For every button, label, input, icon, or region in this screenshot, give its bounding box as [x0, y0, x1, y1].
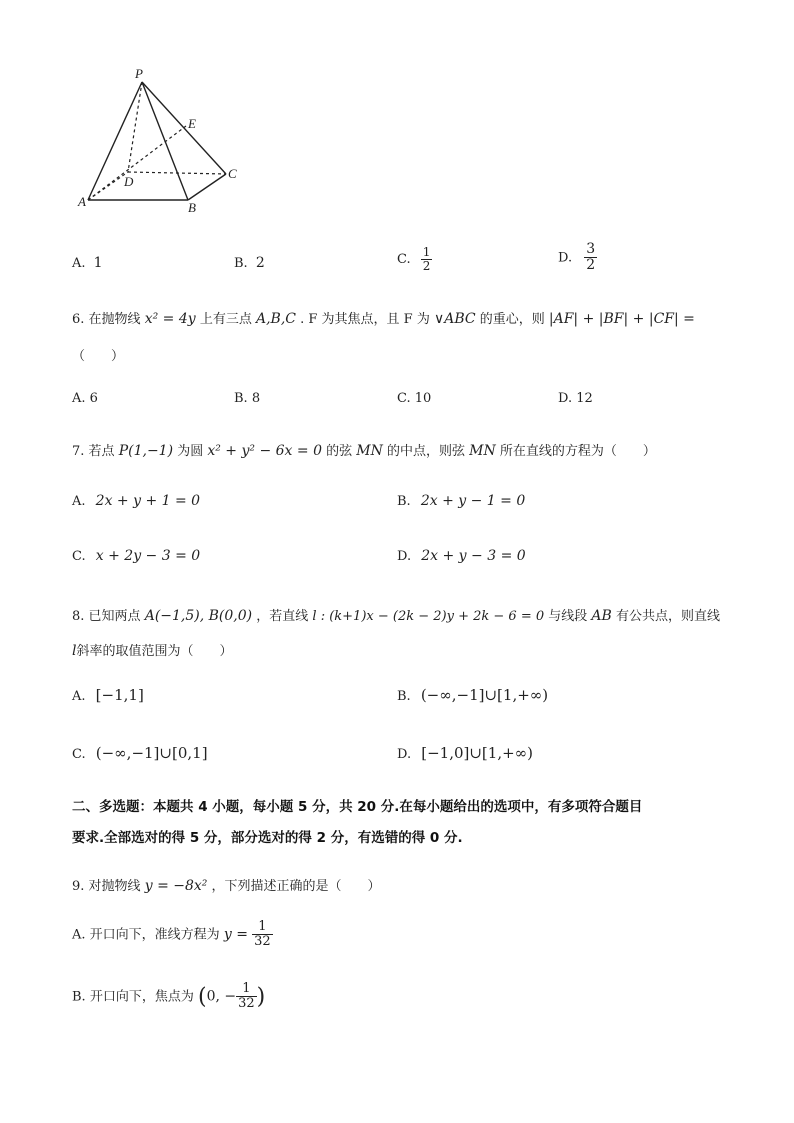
segment-ae	[88, 126, 186, 200]
text: 的弦	[326, 444, 353, 459]
text: 所在直线的方程为（ ）	[499, 444, 656, 459]
option-letter: D.	[397, 747, 412, 762]
math: y = −8x²	[144, 878, 208, 894]
math: MN	[356, 443, 383, 459]
label-e: E	[188, 116, 196, 131]
edge-pa	[88, 82, 142, 200]
question-number: 9.	[72, 879, 85, 894]
text: ，若直线	[256, 609, 309, 624]
label-a: A	[78, 194, 86, 209]
q5-option-d[interactable]	[558, 242, 597, 274]
q6-option-b[interactable]	[234, 391, 260, 406]
option-value: [−1,1]	[95, 686, 144, 704]
section-heading-line1: 二、多选题：本题共 4 小题，每小题 5 分，共 20 分.在每小题给出的选项中，有多项符合题目	[72, 799, 643, 815]
math: x² + y² − 6x = 0	[207, 443, 322, 459]
option-value: 1	[93, 255, 103, 271]
math: AB	[591, 608, 612, 624]
edge-pd	[128, 82, 142, 172]
option-fraction	[584, 242, 597, 274]
option-letter: C.	[397, 391, 411, 406]
q6-answer-paren: （ ）	[72, 349, 125, 364]
option-value: (−∞,−1]∪[1,+∞)	[420, 686, 549, 704]
math: A,B,C	[255, 311, 296, 327]
option-value: 8	[251, 391, 261, 406]
option-value: x + 2y − 3 = 0	[95, 548, 201, 564]
paren-open: (	[197, 984, 207, 1010]
numerator: 1	[252, 920, 273, 935]
question-number: 7.	[72, 444, 85, 459]
section-heading-line2: 要求.全部选对的得 5 分，部分选对的得 2 分，有选错的得 0 分.	[72, 830, 463, 846]
text: . F 为其焦点，且 F 为	[300, 312, 430, 327]
paren-close: )	[256, 984, 266, 1010]
q5-option-a[interactable]	[72, 255, 103, 271]
q6-option-a[interactable]	[72, 391, 98, 406]
text: 已知两点	[88, 609, 141, 624]
edge-pc	[142, 82, 226, 174]
option-letter: D.	[558, 250, 573, 266]
question-number: 6.	[72, 312, 85, 327]
numerator: 1	[422, 245, 431, 259]
numerator: 3	[586, 241, 596, 257]
math: P(1,−1)	[118, 443, 174, 459]
option-fraction	[236, 982, 257, 1012]
question-number: 8.	[72, 609, 85, 624]
option-letter: B.	[397, 689, 411, 704]
option-letter: C.	[72, 549, 86, 564]
q9-option-b[interactable]	[72, 982, 265, 1012]
q9-stem	[72, 875, 381, 894]
option-value: 2x + y − 3 = 0	[421, 548, 526, 564]
label-c: C	[228, 166, 237, 181]
text: 在抛物线	[88, 312, 141, 327]
math: MN	[469, 443, 496, 459]
option-letter: B.	[72, 989, 86, 1005]
option-text: 开口向下，准线方程为	[89, 927, 220, 943]
q5-option-b[interactable]	[234, 255, 265, 271]
option-value: 6	[89, 391, 98, 406]
q8-option-b[interactable]	[397, 686, 548, 704]
math: 0, −	[206, 988, 237, 1005]
pyramid-figure	[60, 60, 260, 220]
denominator: 2	[586, 257, 596, 274]
option-letter: B.	[397, 494, 411, 509]
label-b: B	[188, 200, 196, 215]
option-value: 12	[576, 391, 593, 406]
option-value: 2x + y − 1 = 0	[420, 493, 526, 509]
q7-stem	[72, 440, 656, 459]
text: 上有三点	[199, 312, 252, 327]
option-value: 2x + y + 1 = 0	[95, 493, 201, 509]
option-fraction	[252, 920, 273, 950]
label-p: P	[135, 66, 143, 81]
text: 斜率的取值范围为（ ）	[76, 644, 233, 659]
option-value: 10	[414, 391, 432, 406]
option-letter: D.	[558, 391, 573, 406]
math: ∨ABC	[433, 311, 476, 327]
text: ，下列描述正确的是（ ）	[211, 879, 381, 894]
denominator: 32	[238, 996, 255, 1012]
text: 与线段	[548, 609, 588, 624]
label-d: D	[124, 174, 134, 189]
q7-option-c[interactable]	[72, 548, 200, 564]
option-letter: C.	[397, 252, 411, 268]
denominator: 2	[422, 259, 431, 274]
text: 有公共点，则直线	[615, 609, 720, 624]
q8-stem-line2	[72, 640, 233, 659]
edge-bc	[188, 174, 226, 200]
math: |AF| + |BF| + |CF| =	[548, 311, 695, 327]
math: A(−1,5), B(0,0)	[144, 608, 253, 624]
q7-option-b[interactable]	[397, 493, 525, 509]
option-text: 开口向下，焦点为	[89, 989, 194, 1005]
q6-option-c[interactable]	[397, 391, 431, 406]
math: l : (k+1)x − (2k − 2)y + 2k − 6 = 0	[312, 609, 545, 624]
math: l	[72, 643, 77, 659]
q5-option-c[interactable]	[397, 246, 432, 273]
option-letter: D.	[397, 549, 412, 564]
text: 的中点，则弦	[387, 444, 466, 459]
math: x² = 4y	[144, 311, 196, 327]
q8-option-c[interactable]	[72, 744, 208, 762]
option-value: (−∞,−1]∪[0,1]	[95, 744, 208, 762]
denominator: 32	[254, 934, 271, 950]
option-letter: A.	[72, 391, 86, 406]
option-letter: C.	[72, 747, 86, 762]
q8-option-a[interactable]	[72, 686, 144, 704]
text: 为圆	[177, 444, 204, 459]
option-letter: A.	[72, 494, 86, 509]
text: 对抛物线	[88, 879, 141, 894]
q8-option-d[interactable]	[397, 744, 533, 762]
option-letter: B.	[234, 256, 248, 271]
option-fraction	[421, 246, 433, 273]
numerator: 1	[236, 982, 257, 997]
q6-option-d[interactable]	[558, 391, 593, 406]
option-letter: B.	[234, 391, 248, 406]
option-letter: A.	[72, 927, 86, 943]
q7-option-a[interactable]	[72, 493, 200, 509]
q7-option-d[interactable]	[397, 548, 526, 564]
option-value: [−1,0]∪[1,+∞)	[421, 744, 534, 762]
q6-stem	[72, 308, 695, 327]
option-letter: A.	[72, 256, 86, 271]
text: 若点	[88, 444, 115, 459]
option-value: 2	[255, 255, 265, 271]
option-letter: A.	[72, 689, 86, 704]
edge-pb	[142, 82, 188, 200]
q9-option-a[interactable]	[72, 920, 273, 950]
math: y =	[223, 926, 248, 943]
text: 的重心，则	[479, 312, 545, 327]
q8-stem	[72, 605, 720, 624]
